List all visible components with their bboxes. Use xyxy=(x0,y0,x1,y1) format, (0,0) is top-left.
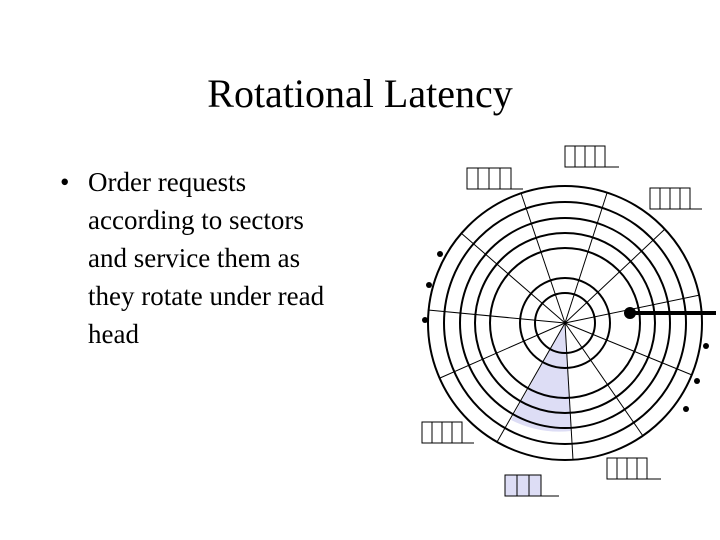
request-queue xyxy=(565,146,619,167)
ellipsis-dot xyxy=(422,317,428,323)
ellipsis-dot xyxy=(437,251,443,257)
request-queue xyxy=(422,422,474,443)
request-queue-highlighted xyxy=(505,475,559,496)
sector-line xyxy=(428,310,565,323)
read-head-tip xyxy=(624,307,636,319)
ellipsis-dot xyxy=(683,406,689,412)
slide-title: Rotational Latency xyxy=(207,71,513,116)
request-queue xyxy=(650,188,702,209)
bullet-point-marker: • xyxy=(60,167,70,197)
bullet-item-text: Order requests according to sectors and service them as they rotate under read head xyxy=(88,167,325,349)
ellipsis-dot xyxy=(426,282,432,288)
sector-line xyxy=(565,323,692,375)
ellipsis-dot xyxy=(694,378,700,384)
sector-line xyxy=(565,323,643,436)
request-queue xyxy=(467,168,523,189)
ellipsis-dot xyxy=(703,343,709,349)
request-queue xyxy=(607,458,661,479)
